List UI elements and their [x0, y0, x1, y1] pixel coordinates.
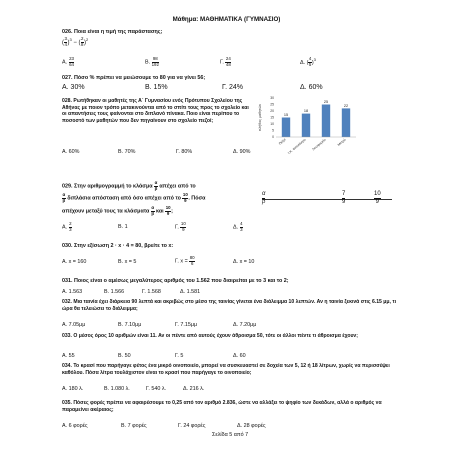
question-029-option-c: Γ. $\frac{10}{9}$: [175, 221, 186, 232]
question-026-option-a: Α. $\frac{23}{64}$: [62, 56, 74, 67]
bar-data-label: 15: [283, 113, 289, 117]
bar-data-label: 22: [343, 103, 349, 108]
question-035-option-d: Δ. 28 φορές: [237, 423, 266, 429]
bar-data-label: 25: [323, 100, 329, 104]
question-030-option-c: Γ. x = $\frac{80}{6}$: [175, 255, 195, 266]
question-032-option-d: Δ. 7.20μμ: [233, 322, 257, 328]
category-label: Ι.Χ. αυτοκίνητο: [287, 137, 307, 156]
question-031-option-a: Α. 1.563: [62, 289, 83, 295]
question-028-option-b: Β. 70%: [118, 149, 136, 155]
number-line: [262, 191, 394, 217]
y-tick-label: 5: [272, 128, 274, 133]
question-032-option-b: Β. 7.10μμ: [118, 322, 142, 328]
question-035-text: 035. Πόσες φορές πρέπει να αφαιρέσουμε το 0,25 από τον αριθμό 2.836, ώστε να αλλάξει το ψηφίο των δεκάδων, αλλά ο αριθμός να παραμείνει ακέραιος;: [62, 400, 382, 413]
question-026-expression: ( $\frac{3}{4}$ )$^3$ − ( $\frac{2}{8}$ )$^2$: [62, 36, 89, 47]
number-line-axis: [262, 199, 392, 200]
question-030-option-a: Α. x = 160: [62, 259, 87, 265]
y-tick-label: 20: [270, 109, 274, 114]
page-title: Μάθημα: ΜΑΘΗΜΑΤΙΚΑ (ΓΥΜΝΑΣΙΟ): [172, 16, 281, 23]
question-034-text: 034. Το κρασί που παρήγαγε φέτος ένα μικρό οινοποιείο, μπορεί να συσκευαστεί σε δοχεία των 5, 12 ή 18 λίτρων, χωρίς να περισσέψει καθόλου. Πόσα λίτρα τουλάχιστον είναι το κρασί που παρήγαγε το οινοποιείο;: [62, 363, 390, 376]
question-028-option-d: Δ. 90%: [233, 149, 251, 155]
question-033-option-d: Δ. 60: [233, 353, 246, 359]
question-027-option-a: Α. 30%: [62, 84, 85, 91]
chart-bar: [322, 105, 330, 138]
question-035-option-b: Β. 7 φορές: [121, 423, 147, 429]
question-026-option-c: Γ. $\frac{24}{48}$: [220, 56, 231, 67]
y-tick-label: 30: [270, 96, 274, 101]
question-031-option-d: Δ. 1.581: [180, 289, 201, 295]
question-034-option-b: Β. 1.080 λ.: [104, 386, 130, 392]
question-029-option-b: Β. 1: [118, 224, 128, 230]
question-031-option-c: Γ. 1.568: [142, 289, 161, 295]
bar-data-label: 18: [303, 109, 309, 114]
category-label: Πεζοί: [278, 137, 287, 146]
question-026-text: 026. Ποια είναι η τιμή της παράστασης;: [62, 29, 163, 35]
question-032-option-c: Γ. 7.15μμ: [175, 322, 198, 328]
y-axis-label: πλήθος μαθητών: [258, 103, 262, 132]
question-028-text: 028. Ρωτήθηκαν οι μαθητές της Α΄ Γυμνασίου ενός Πρότυπου Σχολείου της Αθήνας με ποιον τρόπο μετακινούνται από το σπίτι τους προς το σχολείο και οι απαντήσεις τους φαίνονται στο διπλανό πίνακα. Ποιο είναι περίπου το ποσοστό των μαθητών που δεν πηγαίνουν στο σχολείο πεζοί;: [62, 98, 249, 124]
question-027-text: 027. Πόσο % πρέπει να μειώσουμε το 80 για να γίνει 56;: [62, 75, 206, 81]
question-033-option-c: Γ. 5: [175, 353, 184, 359]
question-032-option-a: Α. 7.05μμ: [62, 322, 86, 328]
bar-chart-svg: [258, 95, 360, 157]
question-030-option-d: Δ. x = 10: [233, 259, 255, 265]
category-label: Μετρό: [336, 137, 347, 147]
question-030-option-b: Β. x = 5: [118, 259, 137, 265]
question-026-option-d: Δ. ( $\frac{4}{5}$ )$^3$: [300, 56, 316, 67]
question-027-option-c: Γ. 24%: [222, 84, 243, 91]
transport-bar-chart: [258, 95, 360, 157]
number-line-tick-10-9: 10 9: [374, 191, 381, 205]
question-029-line-1: 029. Στην αριθμογραμμή το κλάσμα $\frac{\alpha}{\beta}$ απέχει από το: [62, 180, 196, 191]
chart-bar: [342, 108, 350, 137]
question-028-option-c: Γ. 80%: [176, 149, 193, 155]
question-035-option-c: Γ. 24 φορές: [178, 423, 206, 429]
question-029-line-2: $\frac{\alpha}{\beta}$ διπλάσια απόσταση από όσο απέχει από το $\frac{10}{9}$ . Πόσα: [62, 192, 206, 203]
question-034-option-c: Γ. 540 λ.: [146, 386, 167, 392]
page-number: Σελίδα 5 από 7: [212, 432, 249, 438]
question-034-option-d: Δ. 216 λ.: [183, 386, 205, 392]
question-029-option-d: Δ. $\frac{4}{3}$: [233, 221, 243, 232]
question-028-option-a: Α. 60%: [62, 149, 80, 155]
question-033-option-b: Β. 50: [118, 353, 131, 359]
y-tick-label: 25: [270, 102, 274, 107]
question-030-text: 030. Στην εξίσωση 2 · x · 4 = 80, βρείτε το x:: [62, 243, 174, 249]
question-033-text: 033. Ο μέσος όρος 10 αριθμών είναι 11. Αν οι πέντε από αυτούς έχουν άθροισμα 50, τότε οι άλλοι πέντε τι άθροισμα έχουν;: [62, 333, 358, 339]
question-032-text: 032. Μια ταινία έχει διάρκεια 90 λεπτά και ακριβώς στο μέσο της ταινίας γίνεται ένα διάλειμμα 10 λεπτών. Αν η ταινία ξεκινά στις 6.15 μμ, τι ώρα θα τελειώσει το διάλειμμα;: [62, 299, 397, 312]
chart-bar: [282, 118, 290, 138]
question-031-text: 031. Ποιος είναι ο αμέσως μεγαλύτερος αριθμός του 1.562 που διαιρείται με το 3 και το 2;: [62, 278, 289, 284]
question-026-option-b: Β. $\frac{98}{192}$: [145, 56, 159, 67]
y-tick-label: 15: [270, 115, 274, 120]
number-line-tick-7-9: 7 9: [342, 191, 346, 205]
question-029-line-3: απέχουν μεταξύ τους τα κλάσματα $\frac{\alpha}{\beta}$ και $\frac{10}{9}$ ;: [62, 205, 173, 216]
question-033-option-a: Α. 55: [62, 353, 75, 359]
chart-bar: [302, 114, 310, 137]
question-027-option-b: Β. 15%: [145, 84, 168, 91]
question-031-option-b: Β. 1.566: [104, 289, 125, 295]
category-label: Λεωφορείο: [311, 137, 327, 152]
y-tick-label: 0: [272, 135, 274, 140]
question-027-option-d: Δ. 60%: [300, 84, 323, 91]
number-line-alpha-beta: α β: [262, 191, 266, 205]
question-029-option-a: Α. $\frac{2}{3}$: [62, 221, 72, 232]
y-tick-label: 10: [270, 122, 274, 127]
question-035-option-a: Α. 6 φορές: [62, 423, 88, 429]
question-034-option-a: Α. 180 λ.: [62, 386, 84, 392]
